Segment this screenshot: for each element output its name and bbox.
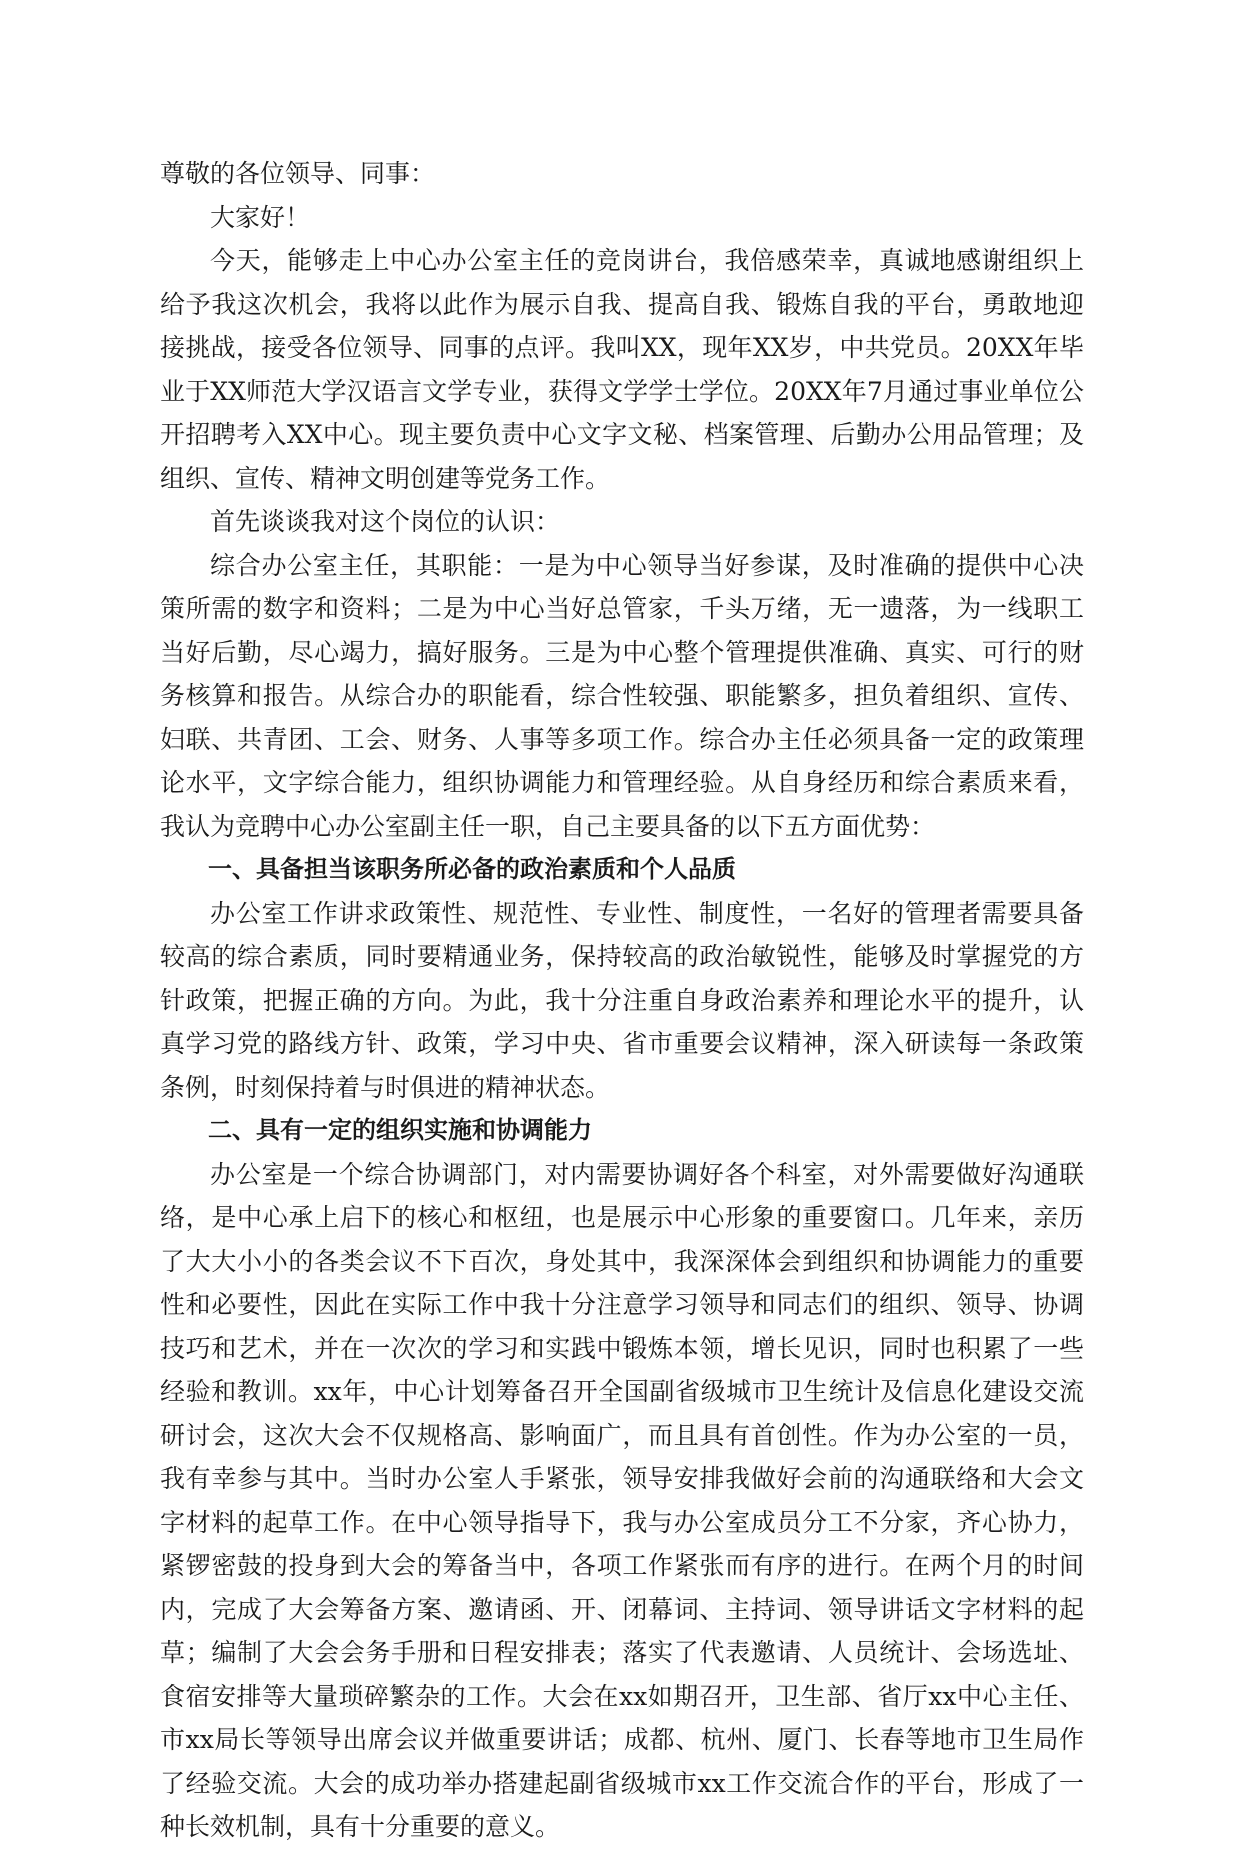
intro-paragraph: 今天，能够走上中心办公室主任的竞岗讲台，我倍感荣幸，真诚地感谢组织上给予我这次机会，我将以此作为展示自我、提高自我、锻炼自我的平台，勇敢地迎接挑战，接受各位领导、同事的点评。我叫XX，现年XX岁，中共党员。20XX年毕业于XX师范大学汉语言文学专业，获得文学学士学位。20XX年7月通过事业单位公开招聘考入XX中心。现主要负责中心文字文秘、档案管理、后勤办公用品管理；及组织、宣传、精神文明创建等党务工作。 (160, 246, 1084, 493)
section-heading-1: 一、具备担当该职务所必备的政治素质和个人品质 (208, 855, 736, 883)
section-1-paragraph: 办公室工作讲求政策性、规范性、专业性、制度性，一名好的管理者需要具备较高的综合素质，同时要精通业务，保持较高的政治敏锐性，能够及时掌握党的方针政策，把握正确的方向。为此，我十分注重自身政治素养和理论水平的提升，认真学习党的路线方针、政策，学习中央、省市重要会议精神，深入研读每一条政策条例，时刻保持着与时俱进的精神状态。 (160, 898, 1084, 1102)
section-2-paragraph: 办公室是一个综合协调部门，对内需要协调好各个科室，对外需要做好沟通联络，是中心承上启下的核心和枢纽，也是展示中心形象的重要窗口。几年来，亲历了大大小小的各类会议不下百次，身处其中，我深深体会到组织和协调能力的重要性和必要性，因此在实际工作中我十分注意学习领导和同志们的组织、领导、协调技巧和艺术，并在一次次的学习和实践中锻炼本领，增长见识，同时也积累了一些经验和教训。xx年，中心计划筹备召开全国副省级城市卫生统计及信息化建设交流研讨会，这次大会不仅规格高、影响面广，而且具有首创性。作为办公室的一员，我有幸参与其中。当时办公室人手紧张，领导安排我做好会前的沟通联络和大会文字材料的起草工作。在中心领导指导下，我与办公室成员分工不分家，齐心协力，紧锣密鼓的投身到大会的筹备当中，各项工作紧张而有序的进行。在两个月的时间内，完成了大会筹备方案、邀请函、开、闭幕词、主持词、领导讲话文字材料的起草；编制了大会会务手册和日程安排表；落实了代表邀请、人员统计、会场选址、食宿安排等大量琐碎繁杂的工作。大会在xx如期召开，卫生部、省厅xx中心主任、市xx局长等领导出席会议并做重要讲话；成都、杭州、厦门、长春等地市卫生局作了经验交流。大会的成功举办搭建起副省级城市xx工作交流合作的平台，形成了一种长效机制，具有十分重要的意义。 (160, 1159, 1084, 1841)
salutation: 尊敬的各位领导、同事： (160, 159, 436, 188)
section-heading-2: 二、具有一定的组织实施和协调能力 (208, 1116, 592, 1144)
greeting: 大家好！ (210, 202, 311, 232)
document-page (160, 152, 1084, 1849)
duties-paragraph: 综合办公室主任，其职能：一是为中心领导当好参谋，及时准确的提供中心决策所需的数字和资料；二是为中心当好总管家，千头万绪，无一遗落，为一线职工当好后勤，尽心竭力，搞好服务。三是为中心整个管理提供准确、真实、可行的财务核算和报告。从综合办的职能看，综合性较强、职能繁多，担负着组织、宣传、妇联、共青团、工会、财务、人事等多项工作。综合办主任必须具备一定的政策理论水平，文字综合能力，组织协调能力和管理经验。从自身经历和综合素质来看，我认为竞聘中心办公室副主任一职，自己主要具备的以下五方面优势： (160, 550, 1084, 841)
position-view-intro: 首先谈谈我对这个岗位的认识： (210, 507, 561, 536)
